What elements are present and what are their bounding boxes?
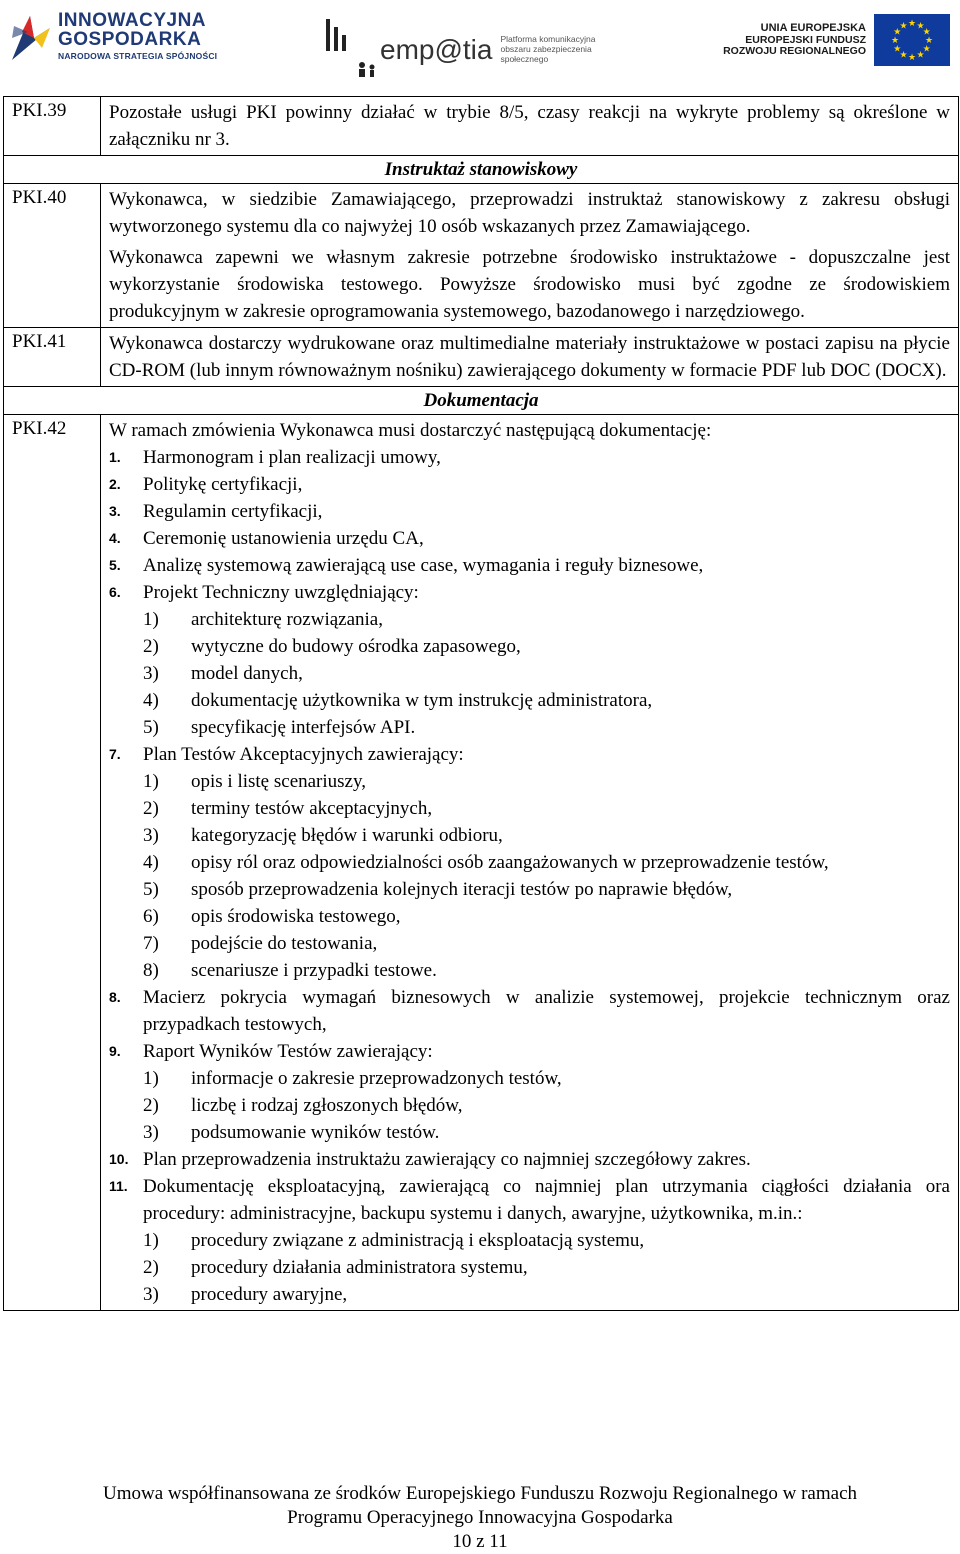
- list-item-text: Politykę certyfikacji,: [143, 474, 303, 495]
- eu-star-icon: ★: [924, 35, 934, 45]
- footer-line1: Umowa współfinansowana ze środków Europejskiego Funduszu Rozwoju Regionalnego w ramach: [102, 1483, 858, 1504]
- sub-item-text: terminy testów akceptacyjnych,: [191, 798, 433, 819]
- sub-item-number: 3): [143, 1122, 159, 1143]
- eu-star-icon: ★: [899, 20, 908, 31]
- list-item-text: Macierz pokrycia wymagań biznesowych w analizie systemowej, projekcie technicznym oraz przypadkach testowych,: [143, 987, 950, 1035]
- sub-list-item: [143, 768, 950, 795]
- sub-item-number: 1): [143, 1068, 159, 1089]
- sub-list-item: [143, 1119, 950, 1146]
- table-row: [4, 328, 959, 387]
- sub-item-number: 2): [143, 636, 159, 657]
- row-text: Pozostałe usługi PKI powinny działać w trybie 8/5, czasy reakcji na wykryte problemy są określone w załączniku nr 3.: [109, 102, 950, 150]
- sub-item-number: 1): [143, 609, 159, 630]
- eu-flag-icon: [874, 14, 950, 66]
- sub-list-item: [143, 822, 950, 849]
- eu-star-icon: ★: [907, 18, 917, 28]
- sub-item-text: scenariusze i przypadki testowe.: [191, 960, 437, 981]
- sub-list-item: [143, 930, 950, 957]
- sub-item-number: 6): [143, 906, 159, 927]
- sub-item-text: informacje o zakresie przeprowadzonych testów,: [191, 1068, 562, 1089]
- sub-item-text: specyfikację interfejsów API.: [191, 717, 416, 738]
- page-number: 10 z 11: [452, 1531, 508, 1552]
- ig-line2: GOSPODARKA: [58, 29, 202, 51]
- sub-list: [143, 606, 950, 741]
- list-item-text: Projekt Techniczny uwzględniający:: [143, 582, 419, 603]
- list-item-number: 7.: [109, 746, 121, 762]
- empatia-name: emp@tia: [380, 34, 493, 65]
- sub-item-number: 5): [143, 717, 159, 738]
- sub-item-text: liczbę i rodzaj zgłoszonych błędów,: [191, 1095, 463, 1116]
- sub-item-number: 2): [143, 1095, 159, 1116]
- ig-line3: NARODOWA STRATEGIA SPÓJNOŚCI: [58, 51, 218, 62]
- empatia-sub1: Platforma komunikacyjna: [500, 34, 596, 45]
- list-item-text: Regulamin certyfikacji,: [143, 501, 323, 522]
- sub-list-item: [143, 1254, 950, 1281]
- sub-list: [143, 768, 950, 984]
- sub-list: [143, 1227, 950, 1308]
- sub-list-item: [143, 849, 950, 876]
- page-footer: [0, 1482, 960, 1554]
- sub-item-text: wytyczne do budowy ośrodka zapasowego,: [191, 636, 521, 657]
- sub-item-text: architekturę rozwiązania,: [191, 609, 383, 630]
- list-item-text: Plan przeprowadzenia instruktażu zawierający co najmniej szczegółowy zakres.: [143, 1149, 751, 1170]
- eu-line1: UNIA EUROPEJSKA: [760, 22, 866, 35]
- row-id: PKI.41: [4, 328, 101, 387]
- list-item-number: 6.: [109, 584, 121, 600]
- row-text: Wykonawca, w siedzibie Zamawiającego, przeprowadzi instruktaż stanowiskowy z zakresu obsługi wytworzonego systemu dla co najwyżej 10 osób wskazanych przez Zamawiającego.: [109, 189, 950, 237]
- sub-list-item: [143, 1092, 950, 1119]
- list-item: [109, 498, 950, 525]
- sub-list-item: [143, 660, 950, 687]
- list-item-number: 3.: [109, 503, 121, 519]
- sub-list-item: [143, 606, 950, 633]
- sub-item-text: procedury działania administratora systemu,: [191, 1257, 528, 1278]
- eu-star-icon: ★: [922, 43, 931, 54]
- sub-item-text: sposób przeprowadzenia kolejnych iteracji testów po naprawie błędów,: [191, 879, 733, 900]
- list-item-text: Analizę systemową zawierającą use case, wymagania i reguły biznesowe,: [143, 555, 704, 576]
- sub-item-number: 1): [143, 771, 159, 792]
- list-item: [109, 444, 950, 471]
- sub-list: [143, 1065, 950, 1146]
- ig-star-icon: [8, 8, 52, 64]
- sub-item-text: dokumentację użytkownika w tym instrukcję administratora,: [191, 690, 653, 711]
- sub-item-number: 3): [143, 1284, 159, 1305]
- sub-item-text: podejście do testowania,: [191, 933, 378, 954]
- sub-list-item: [143, 903, 950, 930]
- eu-star-icon: ★: [890, 35, 900, 45]
- table-row: [4, 97, 959, 156]
- eu-star-icon: ★: [893, 43, 902, 54]
- row-id: PKI.40: [4, 184, 101, 328]
- list-item-text: Harmonogram i plan realizacji umowy,: [143, 447, 441, 468]
- section-title-instruktaz: Instruktaż stanowiskowy: [4, 156, 959, 184]
- list-item-text: Plan Testów Akceptacyjnych zawierający:: [143, 744, 464, 765]
- innowacyjna-gospodarka-logo: [8, 6, 217, 66]
- eu-star-icon: ★: [893, 26, 902, 37]
- sub-item-text: opis i listę scenariuszy,: [191, 771, 367, 792]
- table-row: [4, 415, 959, 1311]
- list-item: [109, 741, 950, 984]
- row-id: PKI.42: [4, 415, 101, 1311]
- footer-line2: Programu Operacyjnego Innowacyjna Gospodarka: [287, 1507, 673, 1528]
- sub-item-number: 5): [143, 879, 159, 900]
- sub-item-number: 8): [143, 960, 159, 981]
- row-intro: W ramach zmówienia Wykonawca musi dostarczyć następującą dokumentację:: [109, 420, 712, 441]
- sub-item-text: opisy ról oraz odpowiedzialności osób zaangażowanych w przeprowadzenie testów,: [191, 852, 829, 873]
- sub-item-text: procedury związane z administracją i eksploatacją systemu,: [191, 1230, 645, 1251]
- eu-star-icon: ★: [922, 26, 931, 37]
- sub-item-number: 3): [143, 663, 159, 684]
- sub-list-item: [143, 633, 950, 660]
- list-item: [109, 1038, 950, 1146]
- sub-item-number: 3): [143, 825, 159, 846]
- sub-item-number: 4): [143, 690, 159, 711]
- section-title-dokumentacja: Dokumentacja: [4, 387, 959, 415]
- list-item-number: 4.: [109, 530, 121, 546]
- list-item-number: 11.: [109, 1178, 128, 1194]
- sub-item-text: podsumowanie wyników testów.: [191, 1122, 440, 1143]
- list-item-number: 9.: [109, 1043, 121, 1059]
- list-item-text: Dokumentację eksploatacyjną, zawierającą co najmniej plan utrzymania ciągłości działania ora procedury: administracyjne, backupu systemu i danych, awaryjne, użytkownika, m.in.:: [143, 1176, 950, 1224]
- list-item-number: 5.: [109, 557, 121, 573]
- list-item: [109, 552, 950, 579]
- list-item: [109, 471, 950, 498]
- sub-list-item: [143, 1065, 950, 1092]
- list-item-text: Raport Wyników Testów zawierający:: [143, 1041, 433, 1062]
- section-row: [4, 387, 959, 415]
- list-item: [109, 579, 950, 741]
- row-text: Wykonawca zapewni we własnym zakresie potrzebne środowisko instruktażowe - dopuszczalne jest wykorzystanie środowiska testowego. Powyższe środowisko musi być zgodne ze środowiskiem produkcyjnym w zakresie oprogramowania systemowego, bazodanowego i narzędziowego.: [109, 247, 950, 322]
- eu-fund-logo: [723, 14, 950, 66]
- sub-item-text: kategoryzację błędów i warunki odbioru,: [191, 825, 503, 846]
- list-item-number: 8.: [109, 989, 121, 1005]
- empatia-logo: [322, 14, 630, 86]
- sub-item-number: 2): [143, 1257, 159, 1278]
- section-row: [4, 156, 959, 184]
- sub-list-item: [143, 1227, 950, 1254]
- eu-star-icon: ★: [916, 20, 925, 31]
- sub-item-number: 7): [143, 933, 159, 954]
- sub-item-text: opis środowiska testowego,: [191, 906, 401, 927]
- list-item: [109, 1173, 950, 1308]
- sub-list-item: [143, 876, 950, 903]
- list-item: [109, 525, 950, 552]
- list-item: [109, 1146, 950, 1173]
- sub-list-item: [143, 957, 950, 984]
- eu-line2: EUROPEJSKI FUNDUSZ: [745, 33, 866, 46]
- sub-list-item: [143, 795, 950, 822]
- list-item-text: Ceremonię ustanowienia urzędu CA,: [143, 528, 424, 549]
- empatia-mark-icon: [322, 15, 376, 85]
- list-item-number: 1.: [109, 449, 121, 465]
- sub-item-text: model danych,: [191, 663, 303, 684]
- sub-item-text: procedury awaryjne,: [191, 1284, 348, 1305]
- eu-star-icon: ★: [907, 52, 917, 62]
- requirements-table: [3, 96, 959, 1311]
- eu-star-icon: ★: [899, 49, 908, 60]
- row-id: PKI.39: [4, 97, 101, 156]
- eu-star-icon: ★: [916, 49, 925, 60]
- page-header: [0, 0, 960, 96]
- table-row: [4, 184, 959, 328]
- sub-item-number: 4): [143, 852, 159, 873]
- row-text: Wykonawca dostarczy wydrukowane oraz multimedialne materiały instruktażowe w postaci zapisu na płycie CD-ROM (lub innym równoważnym nośniku) zawierającego dokumenty w formacie PDF lub DOC (DOCX).: [109, 333, 950, 381]
- sub-item-number: 1): [143, 1230, 159, 1251]
- list-item-number: 10.: [109, 1151, 129, 1167]
- sub-list-item: [143, 714, 950, 741]
- list-item-number: 2.: [109, 476, 121, 492]
- ig-line1: INNOWACYJNA: [58, 10, 207, 32]
- sub-item-number: 2): [143, 798, 159, 819]
- sub-list-item: [143, 687, 950, 714]
- empatia-sub2: obszaru zabezpieczenia społecznego: [500, 44, 592, 64]
- documentation-list: [109, 444, 950, 1308]
- eu-line3: ROZWOJU REGIONALNEGO: [723, 45, 866, 58]
- sub-list-item: [143, 1281, 950, 1308]
- list-item: [109, 984, 950, 1038]
